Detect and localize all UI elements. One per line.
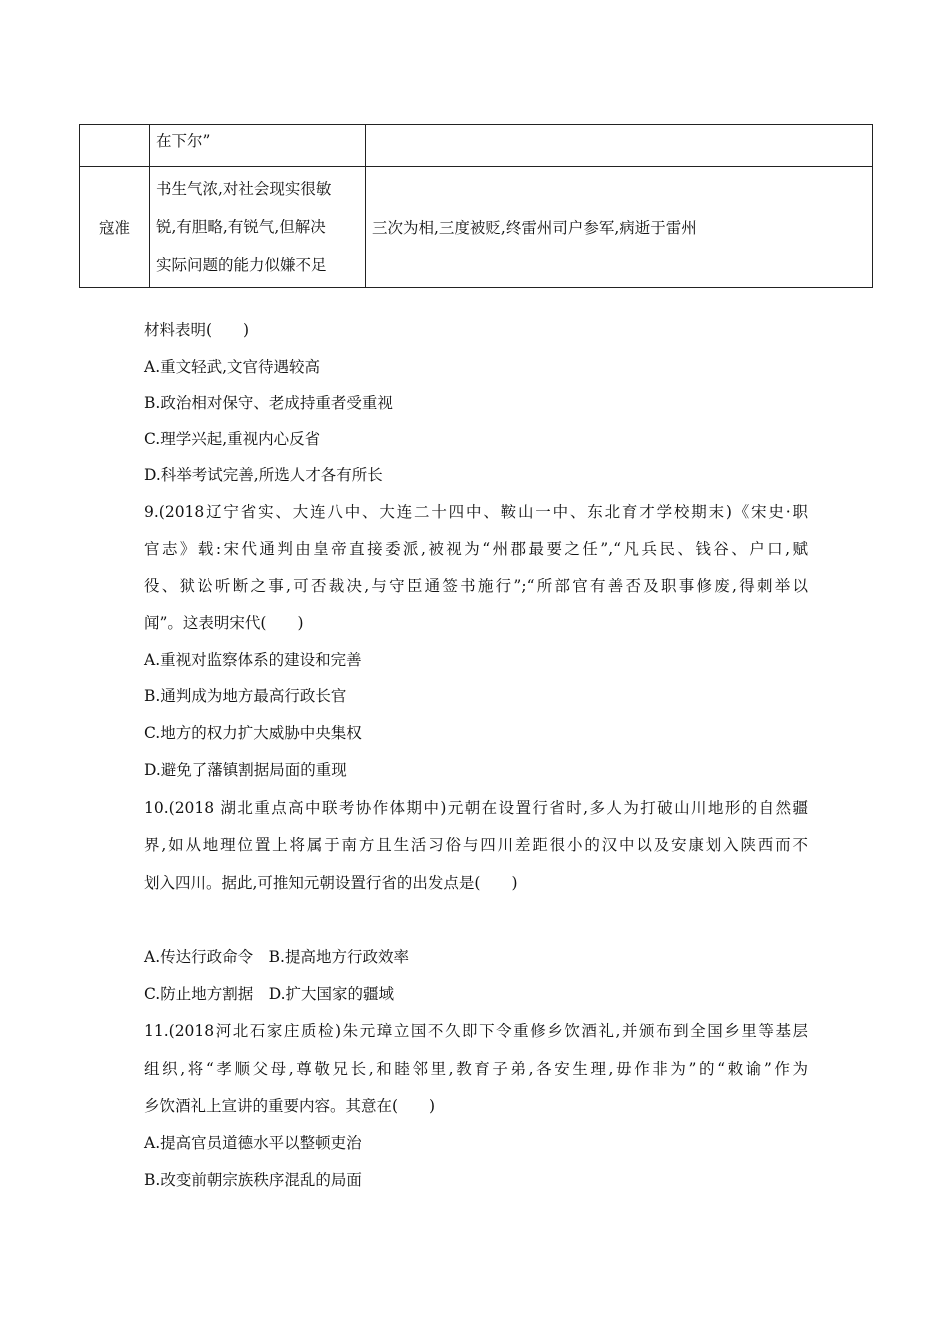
question-10-options-row-1: A.传达行政命令 B.提高地方行政效率 <box>144 948 409 966</box>
official-name-cell <box>80 125 150 167</box>
question-11-option-a: A.提高官员道德水平以整顿吏治 <box>144 1134 362 1152</box>
question-11-stem-line: 组织,将“孝顺父母,尊敬兄长,和睦邻里,教育子弟,各安生理,毋作非为”的“敕谕”作为 <box>144 1060 808 1078</box>
officials-table-grid <box>79 124 873 288</box>
question-9-stem-line: 官志》载:宋代通判由皇帝直接委派,被视为“州郡最要之任”,“凡兵民、钱谷、户口,赋 <box>144 540 808 558</box>
question-10-options-row-2: C.防止地方割据 D.扩大国家的疆域 <box>144 985 395 1003</box>
question-8-option-b: B.政治相对保守、老成持重者受重视 <box>144 394 393 412</box>
question-9-stem-line: 役、狱讼听断之事,可否裁决,与守臣通签书施行”;“所部官有善否及职事修废,得刺举以 <box>144 577 808 595</box>
question-9-option-a: A.重视对监察体系的建设和完善 <box>144 651 362 669</box>
question-10-stem-line: 界,如从地理位置上将属于南方且生活习俗与四川差距很小的汉中以及安康划入陕西而不 <box>144 836 808 854</box>
question-10-stem-line: 划入四川。据此,可推知元朝设置行省的出发点是( ) <box>144 874 518 892</box>
traits-line: 锐,有胆略,有锐气,但解决 <box>156 218 326 236</box>
question-11-stem-line: 乡饮酒礼上宣讲的重要内容。其意在( ) <box>144 1097 436 1115</box>
traits-line: 实际问题的能力似嫌不足 <box>156 256 327 274</box>
traits-line: 书生气浓,对社会现实很敏 <box>156 180 332 198</box>
question-9-option-b: B.通判成为地方最高行政长官 <box>144 687 347 705</box>
official-traits-cell: 在下尔” <box>150 125 366 167</box>
official-career-cell: 三次为相,三度被贬,终雷州司户参军,病逝于雷州 <box>366 167 873 288</box>
question-9-option-c: C.地方的权力扩大威胁中央集权 <box>144 724 362 742</box>
officials-table <box>79 124 872 288</box>
question-8-option-c: C.理学兴起,重视内心反省 <box>144 430 321 448</box>
question-9-option-d: D.避免了藩镇割据局面的重现 <box>144 761 347 779</box>
question-11-stem-line: 11.(2018河北石家庄质检)朱元璋立国不久即下令重修乡饮酒礼,并颁布到全国乡里等基层 <box>144 1022 808 1040</box>
question-11-option-b: B.改变前朝宗族秩序混乱的局面 <box>144 1171 362 1189</box>
question-9-stem-line: 9.(2018辽宁省实、大连八中、大连二十四中、鞍山一中、东北育才学校期末)《宋史·职 <box>144 503 808 521</box>
question-10-stem-line: 10.(2018 湖北重点高中联考协作体期中)元朝在设置行省时,多人为打破山川地形的自然疆 <box>144 799 808 817</box>
table-row <box>80 125 873 167</box>
question-9-stem-line: 闻”。这表明宋代( ) <box>144 614 304 632</box>
official-career-cell <box>366 125 873 167</box>
official-traits-cell <box>150 167 366 288</box>
question-8-option-d: D.科举考试完善,所选人才各有所长 <box>144 466 383 484</box>
official-name-cell: 寇准 <box>80 167 150 288</box>
question-8-option-a: A.重文轻武,文官待遇较高 <box>144 358 321 376</box>
table-row <box>80 167 873 288</box>
question-8-stem: 材料表明( ) <box>144 321 250 339</box>
